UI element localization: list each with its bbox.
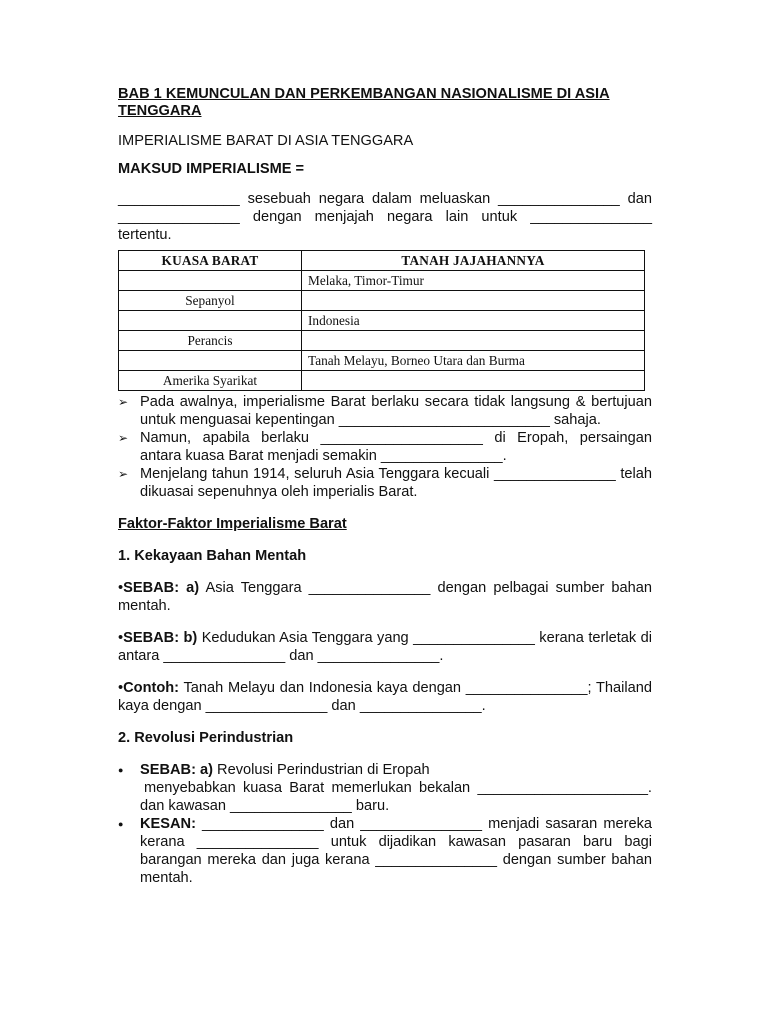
table-cell: Indonesia [302,311,645,331]
item-text: _______________ dan _______________ menjadi sasaran mereka kerana _______________ untuk dijadikan kawasan pasaran baru bagi barangan mereka dan juga kerana _______________ dengan sumber bahan mentah. [140,816,652,886]
item-text: Revolusi Perindustrian di Eropah [212,762,430,778]
item-label: Contoh: [123,680,180,696]
table-cell: Amerika Syarikat [119,371,302,391]
header-tanah-jajahan: TANAH JAJAHANNYA [302,251,645,271]
arrow-bullet-icon: ➢ [118,467,129,481]
list-item [118,465,652,501]
table-cell [302,331,645,351]
faktor-heading: Faktor-Faktor Imperialisme Barat [118,516,347,532]
item-label: KESAN: [140,816,196,832]
small-bullet: • [118,630,124,646]
table-row [119,351,645,371]
small-bullet: • [118,580,124,596]
document-page [118,86,652,887]
item-label: SEBAB: a) [123,580,200,596]
maksud-text: _______________ sesebuah negara dalam meluaskan _______________ dan _______________ dengan menjajah negara lain untuk _______________ tertentu. [118,191,652,243]
faktor2-list [118,761,652,887]
item-text: Tanah Melayu dan Indonesia kaya dengan _______________; Thailand kaya dengan _______________ dan _______________. [118,680,652,714]
table-cell: Perancis [119,331,302,351]
bullet-dot-icon: ● [118,765,124,775]
arrow-point-text: Namun, apabila berlaku ____________________ di Eropah, persaingan antara kuasa Barat menjadi semakin _______________. [140,430,652,464]
faktor1-item [118,629,652,665]
faktor1-item [118,579,652,615]
colonies-table [118,250,645,391]
arrow-list [118,393,652,501]
arrow-point-text: Menjelang tahun 1914, seluruh Asia Tenggara kecuali _______________ telah dikuasai sepenuhnya oleh imperialis Barat. [140,466,652,500]
table-cell [119,311,302,331]
table-cell [302,291,645,311]
arrow-bullet-icon: ➢ [118,395,129,409]
small-bullet: • [118,680,124,696]
arrow-bullet-icon: ➢ [118,431,129,445]
chapter-title: BAB 1 KEMUNCULAN DAN PERKEMBANGAN NASIONALISME DI ASIA TENGGARA [118,86,610,119]
list-item [118,429,652,465]
table-row [119,291,645,311]
list-item [118,393,652,429]
table-cell [119,351,302,371]
list-item [118,761,652,815]
table-header-row [119,251,645,271]
item-label: SEBAB: a) [140,762,213,778]
item-text-continued: menyebabkan kuasa Barat memerlukan bekalan _____________________. dan kawasan _______________ baru. [140,780,652,814]
table-cell [119,271,302,291]
arrow-point-text: Pada awalnya, imperialisme Barat berlaku secara tidak langsung & bertujuan untuk menguasai kepentingan __________________________ sahaja. [140,394,652,428]
table-cell: Tanah Melayu, Borneo Utara dan Burma [302,351,645,371]
table-row [119,271,645,291]
table-row [119,311,645,331]
table-cell [302,371,645,391]
list-item [118,815,652,887]
faktor1-item [118,679,652,715]
faktor1-heading: 1. Kekayaan Bahan Mentah [118,548,307,564]
faktor2-heading: 2. Revolusi Perindustrian [118,730,294,746]
bullet-dot-icon: ● [118,819,124,829]
item-label: SEBAB: b) [123,630,198,646]
table-row [119,331,645,351]
table-cell: Melaka, Timor-Timur [302,271,645,291]
table-cell: Sepanyol [119,291,302,311]
section-subtitle: IMPERIALISME BARAT DI ASIA TENGGARA [118,133,414,149]
header-kuasa-barat: KUASA BARAT [119,251,302,271]
item-text: Asia Tenggara _______________ dengan pelbagai sumber bahan mentah. [118,580,652,614]
maksud-label: MAKSUD IMPERIALISME = [118,161,305,177]
table-row [119,371,645,391]
item-text: Kedudukan Asia Tenggara yang _______________ kerana terletak di antara _______________ dan _______________. [118,630,652,664]
